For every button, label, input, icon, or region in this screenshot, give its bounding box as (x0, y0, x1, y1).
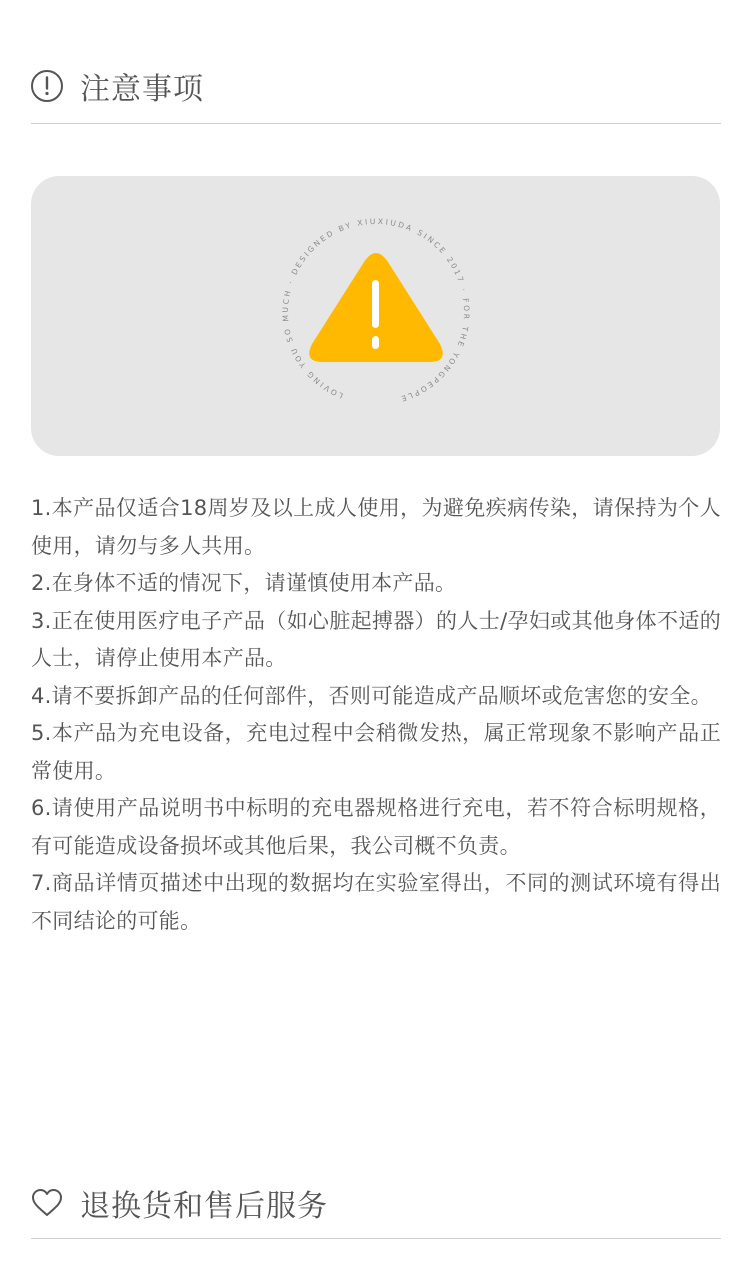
notice-item: 6.请使用产品说明书中标明的充电器规格进行充电，若不符合标明规格，有可能造成设备损坏或其他后果，我公司概不负责。 (31, 796, 721, 858)
alert-circle-icon (30, 69, 64, 103)
notice-divider (31, 123, 721, 124)
warning-graphic (31, 176, 720, 456)
notice-section-header (30, 64, 720, 108)
aftersale-divider (31, 1238, 721, 1239)
aftersale-section-header (30, 1181, 720, 1225)
notice-item: 5.本产品为充电设备，充电过程中会稍微发热，属正常现象不影响产品正常使用。 (31, 721, 721, 783)
notice-list (31, 490, 721, 940)
notice-title: 注意事项 (80, 72, 204, 107)
notice-item: 2.在身体不适的情况下，请谨慎使用本产品。 (31, 571, 457, 595)
notice-item: 1.本产品仅适合18周岁及以上成人使用，为避免疾病传染，请保持为个人使用，请勿与多人共用。 (31, 496, 721, 558)
banner-ring-text: LOVING YOU SO MUCH · DESIGNED BY XIUXIUDA SINCE 2017 · FOR THE YONGPEOPLE (280, 216, 472, 404)
notice-item: 7.商品详情页描述中出现的数据均在实验室得出，不同的测试环境有得出不同结论的可能。 (31, 871, 721, 933)
notice-item: 4.请不要拆卸产品的任何部件，否则可能造成产品顺坏或危害您的安全。 (31, 683, 712, 708)
notice-item: 3.正在使用医疗电子产品（如心脏起搏器）的人士/孕妇或其他身体不适的人士，请停止使用本产品。 (31, 608, 721, 670)
warning-banner (31, 176, 720, 456)
heart-icon (30, 1186, 64, 1220)
aftersale-title: 退换货和售后服务 (80, 1189, 328, 1224)
warning-triangle-icon (309, 253, 443, 362)
